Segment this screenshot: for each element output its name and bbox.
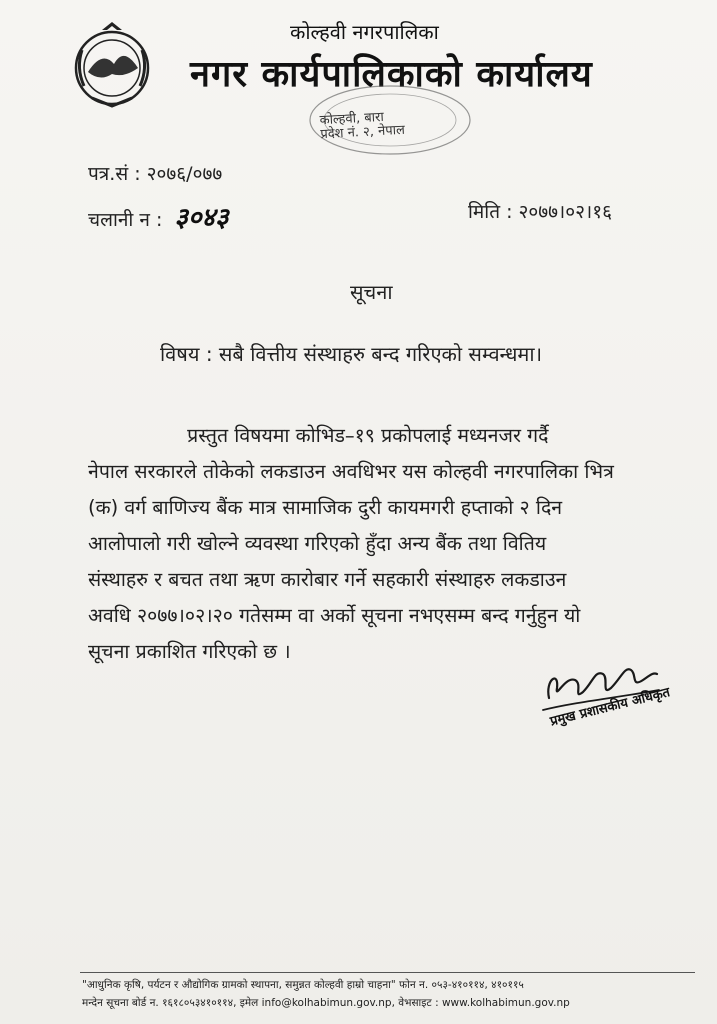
footer-divider bbox=[80, 972, 695, 973]
nepal-government-emblem-icon bbox=[62, 20, 162, 110]
reference-number: पत्र.सं : २०७६/०७७ bbox=[88, 163, 223, 185]
date: मिति : २०७७।०२।१६ bbox=[468, 201, 612, 223]
office-name: नगर कार्यपालिकाको कार्यालय bbox=[190, 54, 593, 95]
body-line: अवधि २०७७।०२।२० गतेसम्म वा अर्को सूचना नभएसम्म बन्द गर्नुहुन यो bbox=[88, 604, 581, 627]
municipality-name: कोल्हवी नगरपालिका bbox=[290, 20, 439, 44]
dispatch-label: चलानी न : bbox=[88, 209, 163, 231]
body-line: संस्थाहरु र बचत तथा ऋण कारोबार गर्ने सहकारी संस्थाहरु लकडाउन bbox=[88, 568, 567, 591]
stamp-text bbox=[319, 110, 405, 142]
signatory-title: प्रमुख प्रशासकीय अधिकृत bbox=[548, 685, 672, 730]
footer-slogan-phone: "आधुनिक कृषि, पर्यटन र औद्योगिक ग्रामको स्थापना, समुन्नत कोल्हवी हाम्रो चाहना" फोन न. ०५३-४१०११४, ४१०११५ bbox=[82, 979, 524, 991]
body-line: सूचना प्रकाशित गरिएको छ । bbox=[88, 640, 291, 663]
body-line: प्रस्तुत विषयमा कोभिड–१९ प्रकोपलाई मध्यनजर गर्दै bbox=[88, 424, 549, 447]
body-line: आलोपालो गरी खोल्ने व्यवस्था गरिएको हुँदा अन्य बैंक तथा वितिय bbox=[88, 532, 547, 555]
notice-body bbox=[88, 418, 708, 670]
notice-title: सूचना bbox=[350, 280, 393, 304]
dispatch-value: ३०४३ bbox=[174, 203, 229, 233]
body-line: (क) वर्ग बाणिज्य बैंक मात्र सामाजिक दुरी कायमगरी हप्ताको २ दिन bbox=[88, 496, 563, 519]
stamp-line: प्रदेश नं. २, नेपाल bbox=[320, 122, 406, 143]
dispatch-number bbox=[88, 198, 229, 234]
stamp-line: कोल्हवी, बारा bbox=[319, 109, 385, 129]
footer-contact: मन्देन सूचना बोर्ड न. १६१८०५३४१०११४, इमेल info@kolhabimun.gov.np, वेभसाइट : www.kolhabimun.gov.np bbox=[82, 997, 570, 1009]
notice-subject: विषय : सबै वित्तीय संस्थाहरु बन्द गरिएको सम्वन्धमा। bbox=[160, 342, 543, 366]
body-line: नेपाल सरकारले तोकेको लकडाउन अवधिभर यस कोल्हवी नगरपालिका भित्र bbox=[88, 460, 614, 483]
